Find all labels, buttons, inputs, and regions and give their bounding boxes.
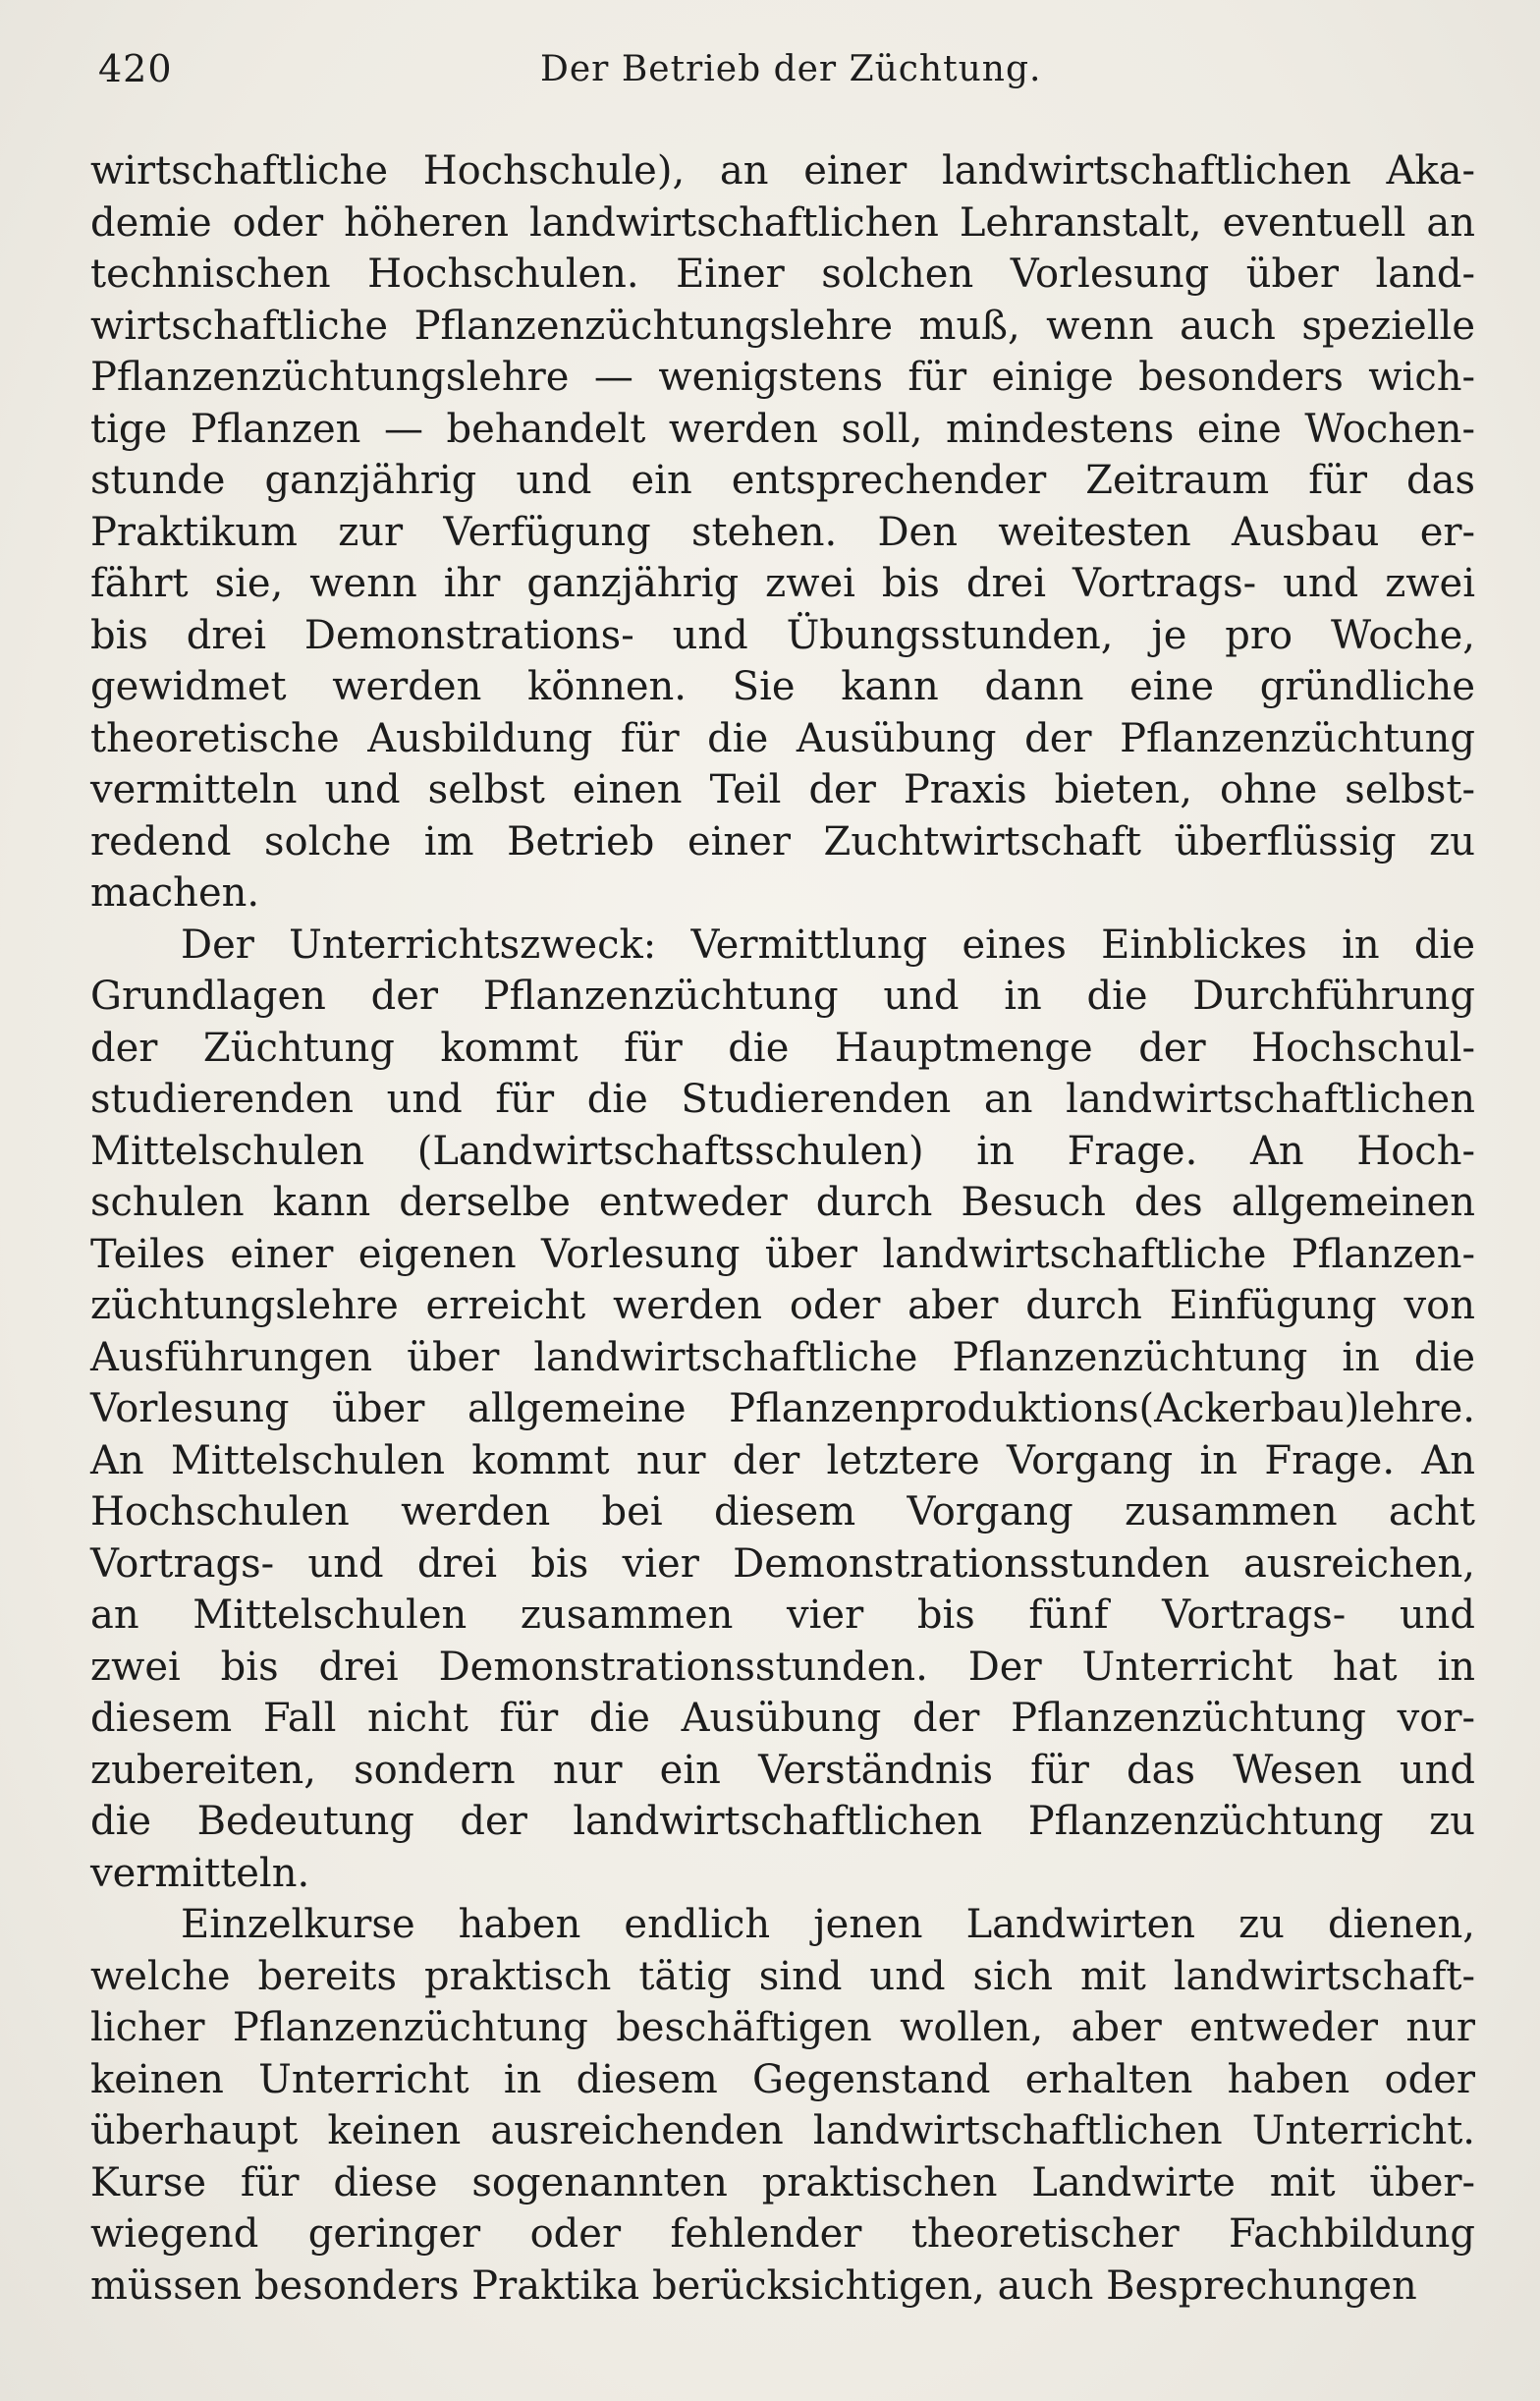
text-line: wirtschaftliche Pflanzenzüchtungslehre muß, wenn auch spezielle xyxy=(90,303,1475,349)
text-line: An Mittelschulen kommt nur der letztere Vorgang in Frage. An xyxy=(90,1437,1475,1483)
text-line: wiegend geringer oder fehlender theoretischer Fachbildung xyxy=(90,2211,1475,2257)
text-line: der Züchtung kommt für die Hauptmenge der Hochschul- xyxy=(90,1025,1475,1071)
text-line: diesem Fall nicht für die Ausübung der Pflanzenzüchtung vor- xyxy=(90,1696,1475,1741)
text-line: redend solche im Betrieb einer Zuchtwirtschaft überflüssig zu xyxy=(90,818,1475,865)
text-line: wirtschaftliche Hochschule), an einer landwirtschaftlichen Aka- xyxy=(90,148,1475,194)
text-line: zubereiten, sondern nur ein Verständnis für das Wesen und xyxy=(90,1747,1475,1793)
text-line: vermitteln. xyxy=(90,1850,310,1896)
text-line: bis drei Demonstrations- und Übungsstunden, je pro Woche, xyxy=(90,612,1475,658)
text-line: licher Pflanzenzüchtung beschäftigen wollen, aber entweder nur xyxy=(90,2005,1475,2050)
body-text xyxy=(90,145,1475,2312)
text-line: vermitteln und selbst einen Teil der Praxis bieten, ohne selbst- xyxy=(90,767,1475,812)
text-line: studierenden und für die Studierenden an landwirtschaftlichen xyxy=(90,1077,1475,1122)
text-line: tige Pflanzen — behandelt werden soll, mindestens eine Wochen- xyxy=(90,406,1475,452)
page-number: 420 xyxy=(98,47,173,90)
text-line: machen. xyxy=(90,870,260,916)
text-line: technischen Hochschulen. Einer solchen Vorlesung über land- xyxy=(90,251,1475,297)
text-line: Ausführungen über landwirtschaftliche Pflanzenzüchtung in die xyxy=(90,1334,1475,1380)
text-line: stunde ganzjährig und ein entsprechender Zeitraum für das xyxy=(90,458,1475,503)
text-line: müssen besonders Praktika berücksichtigen, auch Besprechungen xyxy=(90,2262,1417,2309)
text-line: Grundlagen der Pflanzenzüchtung und in die Durchführung xyxy=(90,974,1475,1019)
text-line: demie oder höheren landwirtschaftlichen Lehranstalt, eventuell an xyxy=(90,199,1475,246)
text-line: Praktikum zur Verfügung stehen. Den weitesten Ausbau er- xyxy=(90,509,1475,555)
text-line: Vorlesung über allgemeine Pflanzenproduktions(Ackerbau)lehre. xyxy=(90,1386,1475,1431)
paragraph xyxy=(90,920,1475,1900)
text-line: schulen kann derselbe entweder durch Besuch des allgemeinen xyxy=(90,1180,1475,1225)
text-line: theoretische Ausbildung für die Ausübung der Pflanzenzüchtung xyxy=(90,715,1475,761)
text-line: Kurse für diese sogenannten praktischen Landwirte mit über- xyxy=(90,2159,1475,2206)
text-line: Vortrags- und drei bis vier Demonstrationsstunden ausreichen, xyxy=(90,1540,1475,1587)
paragraph xyxy=(90,1899,1475,2312)
text-line: an Mittelschulen zusammen vier bis fünf Vortrags- und xyxy=(90,1592,1475,1638)
paragraph xyxy=(90,145,1475,920)
text-line: die Bedeutung der landwirtschaftlichen Pflanzenzüchtung zu xyxy=(90,1799,1475,1844)
text-line: Teiles einer eigenen Vorlesung über landwirtschaftliche Pflanzen- xyxy=(90,1231,1475,1277)
text-line: keinen Unterricht in diesem Gegenstand erhalten haben oder xyxy=(90,2056,1475,2102)
text-line: züchtungslehre erreicht werden oder aber durch Einfügung von xyxy=(90,1283,1475,1328)
text-line: fährt sie, wenn ihr ganzjährig zwei bis drei Vortrags- und zwei xyxy=(90,561,1475,606)
running-head xyxy=(98,47,1442,96)
text-line: gewidmet werden können. Sie kann dann eine gründliche xyxy=(90,664,1475,709)
text-line: welche bereits praktisch tätig sind und sich mit landwirtschaft- xyxy=(90,1953,1475,1999)
text-line: Einzelkurse haben endlich jenen Landwirten zu dienen, xyxy=(181,1902,1475,1947)
text-line: überhaupt keinen ausreichenden landwirtschaftlichen Unterricht. xyxy=(90,2108,1475,2153)
text-line: zwei bis drei Demonstrationsstunden. Der Unterricht hat in xyxy=(90,1644,1475,1690)
running-title: Der Betrieb der Züchtung. xyxy=(540,49,1042,89)
text-line: Hochschulen werden bei diesem Vorgang zusammen acht xyxy=(90,1489,1475,1535)
text-line: Mittelschulen (Landwirtschaftsschulen) in Frage. An Hoch- xyxy=(90,1128,1475,1174)
text-line: Der Unterrichtszweck: Vermittlung eines Einblickes in die xyxy=(181,921,1475,968)
text-line: Pflanzenzüchtungslehre — wenigstens für einige besonders wich- xyxy=(90,355,1475,400)
